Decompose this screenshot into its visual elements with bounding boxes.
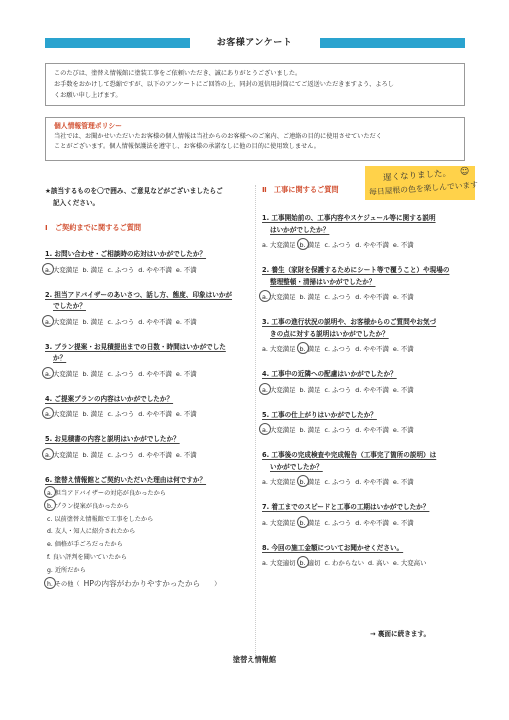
- intro-line: お手数をおかけして恐縮ですが、以下のアンケートにご回答の上、同封の返信用封筒にてご返送いただきますよう、よろし: [54, 81, 394, 88]
- question-text: か？: [53, 354, 67, 362]
- answer-option-c: c. ふつう: [324, 518, 352, 527]
- section-heading: Ⅰ ご契約までに関するご質問: [45, 223, 142, 232]
- answer-options: [262, 477, 472, 486]
- intro-line: くお願い申し上げます。: [54, 92, 122, 99]
- question-block: [45, 342, 250, 378]
- answer-option-d: d. やや不満: [355, 478, 389, 486]
- answer-option-c: c. ふつう: [324, 293, 352, 301]
- question-text: はいかがでしたか？: [270, 225, 330, 234]
- question-text: 3. プラン提案・お見積提出までの日数・時間はいかがでした: [45, 342, 226, 351]
- reason-item: g. 近所だから: [47, 566, 86, 574]
- answer-options: [262, 518, 472, 527]
- answer-option-a: a. 大変満足: [262, 426, 296, 434]
- answer-option-e: e. 不満: [175, 317, 197, 326]
- answer-option-a: a. 大変満足: [45, 265, 79, 274]
- answer-option-c: c. ふつう: [324, 478, 352, 486]
- question-text: 2. 担当アドバイザーのあいさつ、話し方、態度、印象はいかが: [45, 290, 233, 299]
- reason-item: [45, 501, 250, 514]
- answer-option-d: d. 高い: [367, 559, 389, 567]
- answer-options: [262, 344, 472, 353]
- answer-option-a: a. 大変満足: [45, 369, 79, 378]
- question-block: [45, 434, 250, 459]
- privacy-line: ことがございます。個人情報保護法を遵守し、お客様の承諾なしに他の目的に使用致しません。: [54, 143, 320, 150]
- reason-item: d. 友人・知人に紹介されたから: [47, 528, 136, 536]
- question-text: 8. 今回の施工金額についてお聞かせください。: [262, 543, 404, 552]
- answer-option-b: b. 満足: [299, 426, 321, 434]
- answer-options: [45, 409, 250, 418]
- reason-item: [45, 488, 250, 501]
- question-text: 3. 工事の進行状況の説明や、お客様からのご質問やお気づ: [262, 318, 437, 326]
- answer-option-b: b. 満足: [299, 241, 321, 249]
- section-heading: Ⅱ 工事に関するご質問: [262, 185, 339, 194]
- answer-option-c: c. ふつう: [107, 410, 135, 418]
- answer-options: [262, 292, 472, 301]
- answer-option-b: b. 満足: [299, 293, 321, 301]
- answer-option-e: e. 不満: [392, 345, 414, 353]
- answer-option-a: a. 大変満足: [262, 385, 296, 394]
- reason-close: ）: [214, 580, 221, 588]
- answer-option-e: e. 不満: [392, 478, 414, 486]
- answer-option-b: b. 満足: [299, 518, 321, 527]
- answer-option-c: c. わからない: [324, 559, 364, 567]
- answer-option-b: b. 満足: [299, 385, 321, 394]
- answer-option-a: a. 大変満足: [45, 317, 79, 326]
- privacy-title: 個人情報管理ポリシー: [54, 122, 122, 130]
- question-block: [45, 290, 250, 326]
- answer-option-d: d. やや不満: [355, 385, 389, 394]
- answer-option-b: b. 満足: [299, 345, 321, 353]
- answer-option-e: e. 不満: [175, 265, 197, 274]
- privacy-line: 当社では、お聞かせいただいたお客様の個人情報は当社からのお客様へのご案内、ご連絡の目的に使用させていただく: [54, 132, 382, 140]
- intro-line: このたびは、塗替え情報館に塗装工事をご依頼いただき、誠にありがとうございました。: [54, 70, 302, 77]
- question-text: でしたか？: [53, 302, 86, 310]
- answer-option-d: d. やや不満: [355, 241, 389, 249]
- reason-label: a. 担当アドバイザーの対応が良かったから: [47, 488, 166, 501]
- answer-option-b: b. 適切: [299, 559, 321, 567]
- reason-item-other: [45, 578, 250, 592]
- sticky-line: 遅くなりました。: [382, 168, 452, 184]
- answer-option-b: b. 満足: [299, 478, 321, 486]
- answer-option-d: d. やや不満: [138, 317, 172, 326]
- reason-list: [45, 488, 250, 591]
- answer-option-a: a. 大変満足: [262, 293, 296, 301]
- answer-option-e: e. 不満: [392, 293, 414, 301]
- answer-option-d: d. やや不満: [355, 293, 389, 301]
- question-block: [45, 475, 250, 592]
- answer-option-c: c. ふつう: [107, 369, 135, 378]
- answer-option-c: c. ふつう: [107, 450, 135, 459]
- answer-option-a: a. 大変満足: [262, 478, 296, 486]
- smile-icon: ☺: [459, 166, 470, 178]
- answer-option-b: b. 満足: [82, 410, 104, 418]
- answer-options: [262, 385, 472, 394]
- right-column: [262, 185, 472, 567]
- page-title: お客様アンケート: [216, 38, 293, 48]
- answer-option-e: e. 不満: [175, 450, 197, 459]
- answer-option-e: e. 不満: [175, 410, 197, 418]
- question-block: [45, 249, 250, 274]
- answer-options: [45, 450, 250, 459]
- answer-option-c: c. ふつう: [324, 385, 352, 394]
- answer-option-b: b. 満足: [82, 450, 104, 459]
- instruction-line: ★該当するものを〇で囲み、ご意見などがございましたらご: [45, 187, 223, 195]
- answer-options: [45, 317, 250, 326]
- answer-option-d: d. やや不満: [355, 345, 389, 353]
- question-block: [262, 502, 472, 527]
- answer-option-e: e. 不満: [392, 518, 414, 527]
- answer-option-c: c. ふつう: [324, 241, 352, 249]
- answer-option-e: e. 不満: [392, 241, 414, 249]
- answer-option-e: e. 不満: [175, 369, 197, 378]
- answer-option-b: b. 満足: [82, 369, 104, 378]
- question-text: いかがでしたか？: [270, 462, 323, 471]
- reason-label: b. プラン提案が良かったから: [47, 501, 129, 514]
- question-text: 5. 工事の仕上がりはいかがでしたか？: [262, 410, 377, 419]
- question-text: 4. 工事中の近隣への配慮はいかがでしたか？: [262, 370, 397, 378]
- sticky-line: 毎日屋根の色を楽しんでいます: [368, 180, 479, 197]
- answer-option-e: e. 不満: [392, 426, 414, 434]
- answer-option-d: d. やや不満: [138, 410, 172, 418]
- question-text: 1. お問い合わせ・ご相談時の応対はいかがでしたか？: [45, 250, 207, 258]
- reason-item: e. 価格が手ごろだったから: [47, 541, 123, 549]
- question-block: [262, 213, 472, 249]
- answer-option-d: d. やや不満: [355, 518, 389, 527]
- question-block: [262, 265, 472, 301]
- reason-item: c. 以前塗替え情報館で工事をしたから: [47, 515, 154, 523]
- answer-option-c: c. ふつう: [107, 317, 135, 326]
- left-column: [45, 185, 250, 591]
- question-block: [262, 317, 472, 353]
- answer-options: [262, 240, 472, 249]
- answer-option-d: d. やや不満: [138, 450, 172, 459]
- question-text: 5. お見積書の内容と説明はいかがでしたか？: [45, 435, 180, 443]
- question-block: [45, 394, 250, 419]
- answer-option-c: c. ふつう: [107, 265, 135, 274]
- answer-option-e: e. 不満: [392, 385, 414, 394]
- question-text: きの点に対する説明はいかがでしたか？: [270, 329, 389, 338]
- answer-option-d: d. やや不満: [138, 265, 172, 274]
- answer-option-c: c. ふつう: [324, 345, 352, 353]
- question-block: [262, 410, 472, 435]
- question-block: [262, 369, 472, 394]
- answer-option-e: e. 大変高い: [392, 559, 427, 567]
- intro-box: [45, 63, 465, 106]
- question-block: [262, 450, 472, 486]
- answer-option-d: d. やや不満: [355, 426, 389, 434]
- answer-option-d: d. やや不満: [138, 369, 172, 378]
- answer-option-a: a. 大変適切: [262, 559, 296, 567]
- question-text: 2. 養生（家財を保護するためにシート等で覆うこと）や現場の: [262, 266, 450, 274]
- answer-options: [45, 265, 250, 274]
- continue-note: → 裏面に続きます。: [370, 630, 431, 638]
- question-text: 4. ご提案プランの内容はいかがでしたか？: [45, 394, 174, 403]
- question-text: 7. 着工までのスピードと工事の工期はいかがでしたか？: [262, 503, 430, 511]
- question-text: 整理整頓・清掃はいかがでしたか？: [270, 277, 376, 286]
- answer-option-c: c. ふつう: [324, 426, 352, 434]
- answer-options: [45, 369, 250, 378]
- column-divider: [255, 185, 256, 655]
- handwritten-answer: HPの内容がわかりやすかったから: [83, 578, 201, 588]
- answer-option-a: a. 大変満足: [45, 450, 79, 459]
- answer-option-a: a. 大変満足: [262, 518, 296, 527]
- question-text: 6. 工事後の完成検査や完成報告（工事完了箇所の説明）は: [262, 451, 437, 459]
- answer-option-a: a. 大変満足: [262, 241, 296, 249]
- reason-label: h. その他（: [47, 579, 80, 592]
- answer-options: [262, 558, 472, 567]
- instruction-line: 記入ください。: [53, 199, 100, 207]
- answer-option-a: a. 大変満足: [262, 345, 296, 353]
- answer-option-b: b. 満足: [82, 265, 104, 274]
- reason-item: f. 良い評判を聞いていたから: [47, 553, 127, 561]
- question-block: [262, 543, 472, 568]
- footer-brand: 塗替え情報館: [232, 655, 277, 664]
- answer-option-a: a. 大変満足: [45, 410, 79, 418]
- privacy-box: [45, 117, 465, 161]
- answer-options: [262, 425, 472, 434]
- question-text: 6. 塗替え情報館とご契約いただいた理由は何ですか？: [45, 475, 207, 484]
- question-text: 1. 工事開始前の、工事内容やスケジュール等に関する説明: [262, 214, 436, 222]
- answer-option-b: b. 満足: [82, 317, 104, 326]
